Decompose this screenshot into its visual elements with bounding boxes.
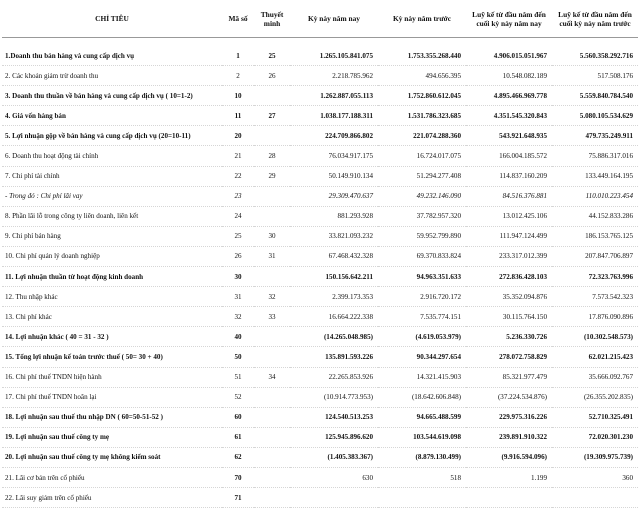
row-note: 32 (254, 287, 290, 307)
row-name: 7. Chi phí tài chính (2, 166, 222, 186)
row-note: 29 (254, 166, 290, 186)
row-note (254, 86, 290, 106)
row-code: 61 (222, 427, 254, 447)
row-ytd-current: 35.352.094.876 (466, 287, 552, 307)
row-name: 16. Chi phí thuế TNDN hiện hành (2, 367, 222, 387)
row-current: 124.540.513.253 (290, 407, 378, 427)
row-code: 2 (222, 66, 254, 86)
table-row (2, 86, 638, 106)
row-note: 33 (254, 307, 290, 327)
row-current: (14.265.048.985) (290, 327, 378, 347)
row-ytd-previous: 133.449.164.195 (552, 166, 638, 186)
row-ytd-current: 278.072.758.829 (466, 347, 552, 367)
table-row (2, 347, 638, 367)
row-code: 11 (222, 106, 254, 126)
header-note: Thuyết minh (254, 0, 290, 38)
row-note: 27 (254, 106, 290, 126)
table-row (2, 186, 638, 206)
row-note (254, 267, 290, 287)
table-row (2, 206, 638, 226)
row-ytd-previous: 7.573.542.323 (552, 287, 638, 307)
row-note: 26 (254, 66, 290, 86)
row-previous: 94.665.488.599 (378, 407, 466, 427)
header-name: CHỈ TIÊU (2, 0, 222, 38)
row-ytd-current: 233.317.012.399 (466, 246, 552, 266)
row-current: 29.309.470.637 (290, 186, 378, 206)
row-code: 32 (222, 307, 254, 327)
row-ytd-current: (9.916.594.096) (466, 447, 552, 467)
row-previous: 494.656.395 (378, 66, 466, 86)
row-ytd-previous: 72.323.763.996 (552, 267, 638, 287)
row-code: 60 (222, 407, 254, 427)
table-row (2, 488, 638, 508)
row-name: 11. Lợi nhuận thuần từ hoạt động kinh doanh (2, 267, 222, 287)
row-ytd-current: 4.895.466.969.778 (466, 86, 552, 106)
row-previous: (4.619.053.979) (378, 327, 466, 347)
row-previous: 7.535.774.151 (378, 307, 466, 327)
row-current: 1.262.887.055.113 (290, 86, 378, 106)
row-name: 20. Lợi nhuận sau thuế công ty mẹ không kiểm soát (2, 447, 222, 467)
row-ytd-previous: (19.309.975.739) (552, 447, 638, 467)
row-ytd-previous: 110.010.223.454 (552, 186, 638, 206)
table-row (2, 146, 638, 166)
table-row (2, 287, 638, 307)
row-note: 34 (254, 367, 290, 387)
row-ytd-current: 272.836.428.103 (466, 267, 552, 287)
row-previous: 103.544.619.098 (378, 427, 466, 447)
row-code: 50 (222, 347, 254, 367)
row-ytd-current: 166.004.185.572 (466, 146, 552, 166)
row-ytd-previous: 186.153.765.125 (552, 226, 638, 246)
row-name: 6. Doanh thu hoạt động tài chính (2, 146, 222, 166)
table-row (2, 66, 638, 86)
row-name: 4. Giá vốn hàng bán (2, 106, 222, 126)
row-ytd-previous: 479.735.249.911 (552, 126, 638, 146)
row-note (254, 427, 290, 447)
row-name: 12. Thu nhập khác (2, 287, 222, 307)
row-name: 3. Doanh thu thuần về bán hàng và cung cấp dịch vụ ( 10=1-2) (2, 86, 222, 106)
row-ytd-previous: 62.021.215.423 (552, 347, 638, 367)
row-name: 22. Lãi suy giảm trên cổ phiếu (2, 488, 222, 508)
row-ytd-previous: 35.666.092.767 (552, 367, 638, 387)
header-code: Mã số (222, 0, 254, 38)
row-current (290, 488, 378, 508)
row-note (254, 387, 290, 407)
row-previous: 94.963.351.633 (378, 267, 466, 287)
row-ytd-current: 111.947.124.499 (466, 226, 552, 246)
row-ytd-previous: 75.886.317.016 (552, 146, 638, 166)
row-code: 25 (222, 226, 254, 246)
table-row (2, 226, 638, 246)
row-current: 881.293.928 (290, 206, 378, 226)
row-ytd-previous: 52.710.325.491 (552, 407, 638, 427)
table-row (2, 166, 638, 186)
row-ytd-current: 5.236.330.726 (466, 327, 552, 347)
row-ytd-previous: (26.355.202.835) (552, 387, 638, 407)
row-code: 71 (222, 488, 254, 508)
row-ytd-previous (552, 488, 638, 508)
row-code: 24 (222, 206, 254, 226)
row-name: 2. Các khoản giảm trừ doanh thu (2, 66, 222, 86)
row-ytd-previous: 17.876.090.896 (552, 307, 638, 327)
row-code: 30 (222, 267, 254, 287)
row-ytd-previous: 5.560.358.292.716 (552, 46, 638, 66)
row-ytd-current: 85.321.977.479 (466, 367, 552, 387)
header-ytd-previous: Luỹ kế từ đầu năm đến cuối kỳ này năm trước (552, 0, 638, 38)
row-ytd-current: 543.921.648.935 (466, 126, 552, 146)
row-note (254, 488, 290, 508)
row-ytd-current: (37.224.534.876) (466, 387, 552, 407)
row-ytd-previous: 72.020.301.230 (552, 427, 638, 447)
row-note: 31 (254, 246, 290, 266)
row-code: 40 (222, 327, 254, 347)
row-name: 1.Doanh thu bán hàng và cung cấp dịch vụ (2, 46, 222, 66)
row-note (254, 447, 290, 467)
table-row (2, 307, 638, 327)
row-previous: (18.642.606.848) (378, 387, 466, 407)
spacer-cell (2, 38, 638, 47)
row-code: 21 (222, 146, 254, 166)
row-ytd-previous: 44.152.833.286 (552, 206, 638, 226)
row-current: 224.709.866.802 (290, 126, 378, 146)
row-ytd-current: 84.516.376.881 (466, 186, 552, 206)
row-name: 14. Lợi nhuận khác ( 40 = 31 - 32 ) (2, 327, 222, 347)
table-row (2, 267, 638, 287)
table-row (2, 46, 638, 66)
table-row (2, 367, 638, 387)
row-current: 1.038.177.188.311 (290, 106, 378, 126)
row-ytd-current: 13.012.425.106 (466, 206, 552, 226)
row-current: 76.034.917.175 (290, 146, 378, 166)
row-name: 8. Phần lãi lỗ trong công ty liên doanh, liên kết (2, 206, 222, 226)
row-previous: 16.724.017.075 (378, 146, 466, 166)
row-ytd-current: 229.975.316.226 (466, 407, 552, 427)
income-statement-table (2, 0, 638, 508)
row-previous (378, 488, 466, 508)
row-name: 10. Chi phí quản lý doanh nghiệp (2, 246, 222, 266)
row-note (254, 126, 290, 146)
row-code: 1 (222, 46, 254, 66)
table-row (2, 467, 638, 487)
row-code: 70 (222, 467, 254, 487)
row-ytd-current (466, 488, 552, 508)
row-current: (10.914.773.953) (290, 387, 378, 407)
row-note (254, 186, 290, 206)
row-current: 67.468.432.328 (290, 246, 378, 266)
header-row (2, 0, 638, 38)
row-ytd-previous: 517.508.176 (552, 66, 638, 86)
row-code: 62 (222, 447, 254, 467)
row-note (254, 467, 290, 487)
row-ytd-previous: (10.302.548.573) (552, 327, 638, 347)
row-code: 20 (222, 126, 254, 146)
row-name: 21. Lãi cơ bản trên cổ phiếu (2, 467, 222, 487)
table-row (2, 387, 638, 407)
row-ytd-current: 239.891.910.322 (466, 427, 552, 447)
row-current: (1.405.383.367) (290, 447, 378, 467)
table-row (2, 106, 638, 126)
row-name: 13. Chi phí khác (2, 307, 222, 327)
row-name: 5. Lợi nhuận gộp về bán hàng và cung cấp dịch vụ (20=10-11) (2, 126, 222, 146)
row-previous: 59.952.799.890 (378, 226, 466, 246)
row-current: 150.156.642.211 (290, 267, 378, 287)
row-code: 10 (222, 86, 254, 106)
row-ytd-current: 4.906.015.051.967 (466, 46, 552, 66)
row-ytd-current: 30.115.764.150 (466, 307, 552, 327)
row-current: 50.149.910.134 (290, 166, 378, 186)
row-ytd-current: 10.548.082.189 (466, 66, 552, 86)
row-code: 51 (222, 367, 254, 387)
row-name: 9. Chi phí bán hàng (2, 226, 222, 246)
row-previous: 1.531.786.323.685 (378, 106, 466, 126)
row-ytd-current: 4.351.545.320.843 (466, 106, 552, 126)
spacer-row (2, 38, 638, 47)
row-ytd-previous: 5.080.105.534.629 (552, 106, 638, 126)
table-row (2, 407, 638, 427)
row-previous: 90.344.297.654 (378, 347, 466, 367)
row-name: 17. Chi phí thuế TNDN hoãn lại (2, 387, 222, 407)
row-note (254, 206, 290, 226)
row-previous: 51.294.277.408 (378, 166, 466, 186)
row-previous: 69.370.833.824 (378, 246, 466, 266)
row-current: 16.664.222.338 (290, 307, 378, 327)
row-note: 25 (254, 46, 290, 66)
row-current: 1.265.105.841.075 (290, 46, 378, 66)
row-ytd-previous: 5.559.840.784.540 (552, 86, 638, 106)
row-previous: 2.916.720.172 (378, 287, 466, 307)
row-note (254, 327, 290, 347)
row-code: 22 (222, 166, 254, 186)
row-code: 26 (222, 246, 254, 266)
row-previous: 49.232.146.090 (378, 186, 466, 206)
row-previous: 37.782.957.320 (378, 206, 466, 226)
row-previous: 1.752.860.612.045 (378, 86, 466, 106)
row-current: 33.821.093.232 (290, 226, 378, 246)
row-ytd-current: 1.199 (466, 467, 552, 487)
row-current: 2.399.173.353 (290, 287, 378, 307)
table-row (2, 327, 638, 347)
row-ytd-previous: 360 (552, 467, 638, 487)
row-previous: 221.074.288.360 (378, 126, 466, 146)
table-row (2, 447, 638, 467)
row-current: 630 (290, 467, 378, 487)
row-code: 52 (222, 387, 254, 407)
row-code: 31 (222, 287, 254, 307)
row-ytd-previous: 207.847.706.897 (552, 246, 638, 266)
row-current: 125.945.896.620 (290, 427, 378, 447)
row-ytd-current: 114.837.160.209 (466, 166, 552, 186)
row-name: 19. Lợi nhuận sau thuế công ty mẹ (2, 427, 222, 447)
row-name: 18. Lợi nhuận sau thuế thu nhập DN ( 60=50-51-52 ) (2, 407, 222, 427)
header-previous: Kỳ này năm trước (378, 0, 466, 38)
table-row (2, 246, 638, 266)
row-previous: (8.879.130.499) (378, 447, 466, 467)
row-current: 2.218.785.962 (290, 66, 378, 86)
row-previous: 1.753.355.268.440 (378, 46, 466, 66)
row-previous: 14.321.415.903 (378, 367, 466, 387)
row-current: 135.891.593.226 (290, 347, 378, 367)
row-note (254, 407, 290, 427)
header-current: Kỳ này năm nay (290, 0, 378, 38)
row-previous: 518 (378, 467, 466, 487)
row-note: 30 (254, 226, 290, 246)
table-row (2, 126, 638, 146)
row-name: 15. Tổng lợi nhuận kế toán trước thuế ( 50= 30 + 40) (2, 347, 222, 367)
row-note (254, 347, 290, 367)
row-note: 28 (254, 146, 290, 166)
row-current: 22.265.853.926 (290, 367, 378, 387)
header-ytd-current: Luỹ kế từ đầu năm đến cuối kỳ này năm nay (466, 0, 552, 38)
row-code: 23 (222, 186, 254, 206)
row-name: - Trong đó : Chi phí lãi vay (2, 186, 222, 206)
table-row (2, 427, 638, 447)
